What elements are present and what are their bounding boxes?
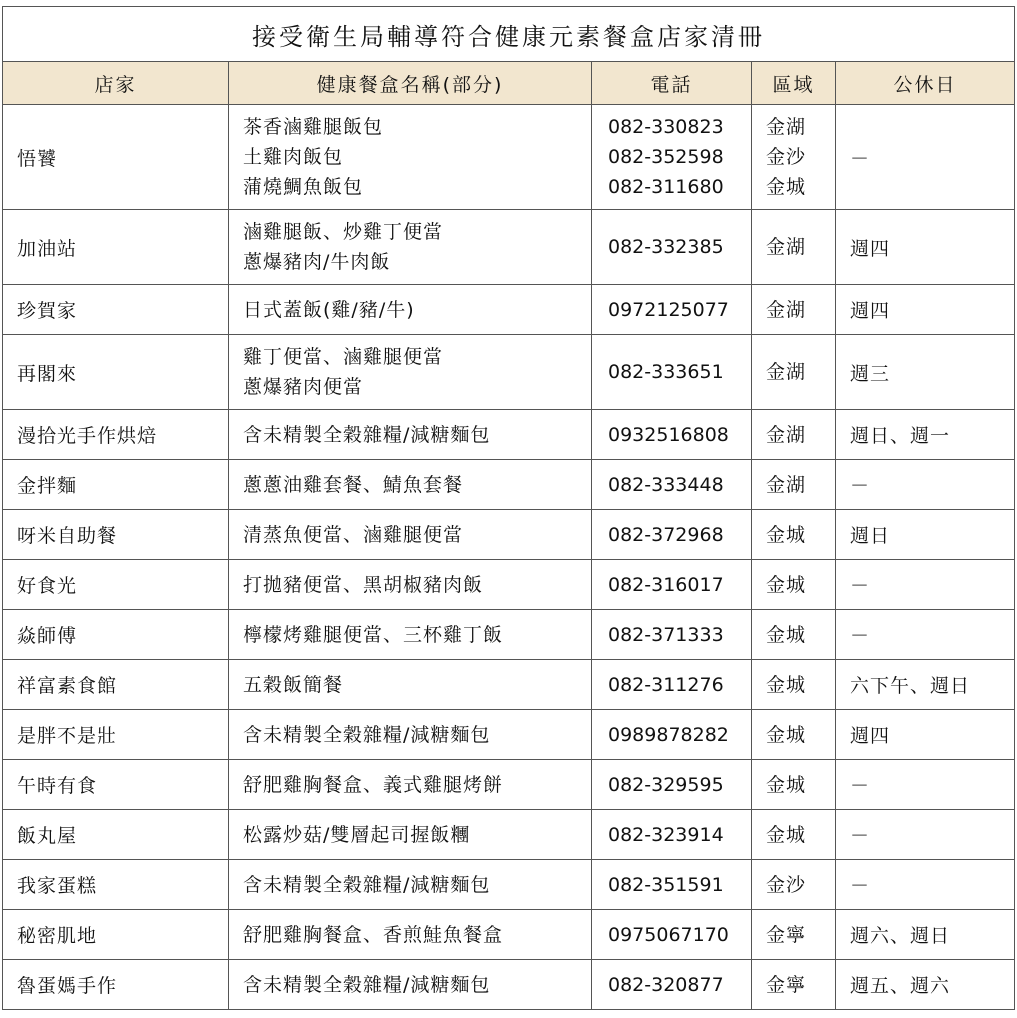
area-cell	[752, 660, 836, 710]
area-cell-line: 金城	[766, 723, 807, 746]
store-name-cell: 魯蛋媽手作	[3, 960, 229, 1010]
dish-cell	[229, 610, 592, 660]
dish-cell-line: 舒肥雞胸餐盒、香煎鮭魚餐盒	[243, 923, 504, 946]
area-cell-line: 金沙	[766, 873, 807, 896]
dish-cell-line: 蔥爆豬肉便當	[243, 376, 364, 398]
phone-cell-line: 082-371333	[608, 623, 724, 646]
table-title: 接受衛生局輔導符合健康元素餐盒店家清冊	[3, 7, 1015, 62]
header-row	[3, 62, 1015, 105]
area-cell-line: 金湖	[766, 473, 807, 496]
column-header-store: 店家	[3, 62, 229, 105]
area-cell	[752, 910, 836, 960]
area-cell-line: 金城	[766, 773, 807, 796]
store-name-cell: 秘密肌地	[3, 910, 229, 960]
store-name-cell: 悟饕	[3, 105, 229, 210]
area-cell-line: 金湖	[766, 423, 807, 446]
phone-cell-line: 082-320877	[608, 973, 724, 996]
dish-cell	[229, 860, 592, 910]
dish-cell-line: 茶香滷雞腿飯包	[243, 116, 384, 138]
phone-cell	[592, 105, 752, 210]
phone-cell-line: 082-323914	[608, 823, 724, 846]
dish-cell	[229, 910, 592, 960]
area-cell-line: 金城	[766, 623, 807, 646]
area-cell-line: 金城	[766, 523, 807, 546]
closed-day-cell: －	[836, 610, 1015, 660]
store-name-cell: 飯丸屋	[3, 810, 229, 860]
store-list-sheet	[2, 6, 1014, 1010]
dish-cell-line: 含未精製全穀雜糧/減糖麵包	[243, 973, 491, 996]
column-header-phone: 電話	[592, 62, 752, 105]
closed-day-cell: 週日	[836, 510, 1015, 560]
dish-cell	[229, 710, 592, 760]
table-row	[3, 860, 1015, 910]
phone-cell-line: 082-311680	[608, 176, 724, 198]
closed-day-cell: －	[836, 760, 1015, 810]
table-row	[3, 610, 1015, 660]
table-row	[3, 410, 1015, 460]
area-cell	[752, 510, 836, 560]
store-table	[2, 6, 1015, 1010]
area-cell-line: 金沙	[766, 146, 807, 168]
dish-cell-line: 雞丁便當、滷雞腿便當	[243, 346, 444, 368]
dish-cell	[229, 560, 592, 610]
table-row	[3, 710, 1015, 760]
area-cell-line: 金城	[766, 673, 807, 696]
closed-day-cell: －	[836, 860, 1015, 910]
area-cell-line: 金城	[766, 176, 807, 198]
store-name-cell: 我家蛋糕	[3, 860, 229, 910]
closed-day-cell: 週四	[836, 285, 1015, 335]
area-cell	[752, 335, 836, 410]
area-cell	[752, 560, 836, 610]
dish-cell-line: 滷雞腿飯、炒雞丁便當	[243, 221, 444, 243]
phone-cell	[592, 760, 752, 810]
store-name-cell: 祥富素食館	[3, 660, 229, 710]
closed-day-cell: －	[836, 460, 1015, 510]
table-body	[3, 105, 1015, 1010]
phone-cell	[592, 610, 752, 660]
closed-day-cell: 週六、週日	[836, 910, 1015, 960]
dish-cell-line: 含未精製全穀雜糧/減糖麵包	[243, 423, 491, 446]
dish-cell	[229, 335, 592, 410]
column-header-closed: 公休日	[836, 62, 1015, 105]
dish-cell-line: 蔥爆豬肉/牛肉飯	[243, 251, 391, 273]
store-name-cell: 金拌麵	[3, 460, 229, 510]
column-header-area: 區域	[752, 62, 836, 105]
phone-cell	[592, 660, 752, 710]
dish-cell-line: 土雞肉飯包	[243, 146, 344, 168]
table-row	[3, 760, 1015, 810]
phone-cell-line: 082-372968	[608, 523, 724, 546]
table-row	[3, 460, 1015, 510]
phone-cell-line: 082-316017	[608, 573, 724, 596]
phone-cell	[592, 410, 752, 460]
area-cell	[752, 760, 836, 810]
area-cell	[752, 710, 836, 760]
area-cell	[752, 960, 836, 1010]
dish-cell	[229, 510, 592, 560]
dish-cell-line: 含未精製全穀雜糧/減糖麵包	[243, 723, 491, 746]
closed-day-cell: 週日、週一	[836, 410, 1015, 460]
phone-cell	[592, 560, 752, 610]
closed-day-cell: 週五、週六	[836, 960, 1015, 1010]
phone-cell	[592, 960, 752, 1010]
closed-day-cell: －	[836, 105, 1015, 210]
phone-cell	[592, 210, 752, 285]
phone-cell-line: 082-333448	[608, 473, 724, 496]
phone-cell	[592, 510, 752, 560]
phone-cell-line: 082-311276	[608, 673, 724, 696]
dish-cell	[229, 105, 592, 210]
area-cell-line: 金城	[766, 573, 807, 596]
phone-cell-line: 082-332385	[608, 236, 724, 258]
dish-cell-line: 五穀飯簡餐	[243, 673, 344, 696]
table-row	[3, 810, 1015, 860]
store-name-cell: 午時有食	[3, 760, 229, 810]
column-header-dish: 健康餐盒名稱(部分)	[229, 62, 592, 105]
dish-cell	[229, 960, 592, 1010]
dish-cell	[229, 760, 592, 810]
table-row	[3, 660, 1015, 710]
phone-cell	[592, 810, 752, 860]
dish-cell-line: 舒肥雞胸餐盒、義式雞腿烤餅	[243, 773, 504, 796]
area-cell-line: 金湖	[766, 236, 807, 258]
phone-cell	[592, 460, 752, 510]
phone-cell-line: 0972125077	[608, 298, 729, 321]
phone-cell-line: 082-333651	[608, 361, 724, 383]
closed-day-cell: 週三	[836, 335, 1015, 410]
dish-cell-line: 檸檬烤雞腿便當、三杯雞丁飯	[243, 623, 504, 646]
phone-cell-line: 082-351591	[608, 873, 724, 896]
table-row	[3, 285, 1015, 335]
store-name-cell: 珍賀家	[3, 285, 229, 335]
area-cell-line: 金城	[766, 823, 807, 846]
store-name-cell: 好食光	[3, 560, 229, 610]
area-cell	[752, 860, 836, 910]
table-row	[3, 105, 1015, 210]
dish-cell-line: 蒲燒鯛魚飯包	[243, 176, 364, 198]
dish-cell	[229, 460, 592, 510]
phone-cell	[592, 335, 752, 410]
dish-cell-line: 打拋豬便當、黑胡椒豬肉飯	[243, 573, 484, 596]
table-row	[3, 510, 1015, 560]
phone-cell	[592, 860, 752, 910]
closed-day-cell: －	[836, 810, 1015, 860]
dish-cell-line: 松露炒菇/雙層起司握飯糰	[243, 823, 471, 846]
phone-cell-line: 0989878282	[608, 723, 729, 746]
dish-cell	[229, 410, 592, 460]
closed-day-cell: －	[836, 560, 1015, 610]
table-row	[3, 910, 1015, 960]
table-row	[3, 960, 1015, 1010]
area-cell	[752, 210, 836, 285]
area-cell	[752, 460, 836, 510]
closed-day-cell: 週四	[836, 710, 1015, 760]
area-cell	[752, 410, 836, 460]
dish-cell-line: 含未精製全穀雜糧/減糖麵包	[243, 873, 491, 896]
phone-cell-line: 082-329595	[608, 773, 724, 796]
phone-cell	[592, 910, 752, 960]
phone-cell	[592, 285, 752, 335]
area-cell-line: 金湖	[766, 116, 807, 138]
store-name-cell: 焱師傅	[3, 610, 229, 660]
dish-cell	[229, 660, 592, 710]
area-cell	[752, 105, 836, 210]
phone-cell-line: 082-330823	[608, 116, 724, 138]
area-cell	[752, 810, 836, 860]
store-name-cell: 加油站	[3, 210, 229, 285]
phone-cell-line: 0932516808	[608, 423, 729, 446]
dish-cell-line: 蔥蔥油雞套餐、鯖魚套餐	[243, 473, 464, 496]
store-name-cell: 漫拾光手作烘焙	[3, 410, 229, 460]
phone-cell-line: 082-352598	[608, 146, 724, 168]
area-cell-line: 金寧	[766, 923, 807, 946]
phone-cell	[592, 710, 752, 760]
dish-cell-line: 清蒸魚便當、滷雞腿便當	[243, 523, 464, 546]
dish-cell	[229, 810, 592, 860]
table-row	[3, 210, 1015, 285]
phone-cell-line: 0975067170	[608, 923, 729, 946]
table-row	[3, 335, 1015, 410]
dish-cell-line: 日式蓋飯(雞/豬/牛)	[243, 298, 415, 321]
area-cell-line: 金寧	[766, 973, 807, 996]
dish-cell	[229, 210, 592, 285]
store-name-cell: 呀米自助餐	[3, 510, 229, 560]
area-cell	[752, 285, 836, 335]
store-name-cell: 是胖不是壯	[3, 710, 229, 760]
area-cell-line: 金湖	[766, 298, 807, 321]
closed-day-cell: 週四	[836, 210, 1015, 285]
area-cell-line: 金湖	[766, 361, 807, 383]
table-row	[3, 560, 1015, 610]
area-cell	[752, 610, 836, 660]
dish-cell	[229, 285, 592, 335]
closed-day-cell: 六下午、週日	[836, 660, 1015, 710]
store-name-cell: 再閣來	[3, 335, 229, 410]
